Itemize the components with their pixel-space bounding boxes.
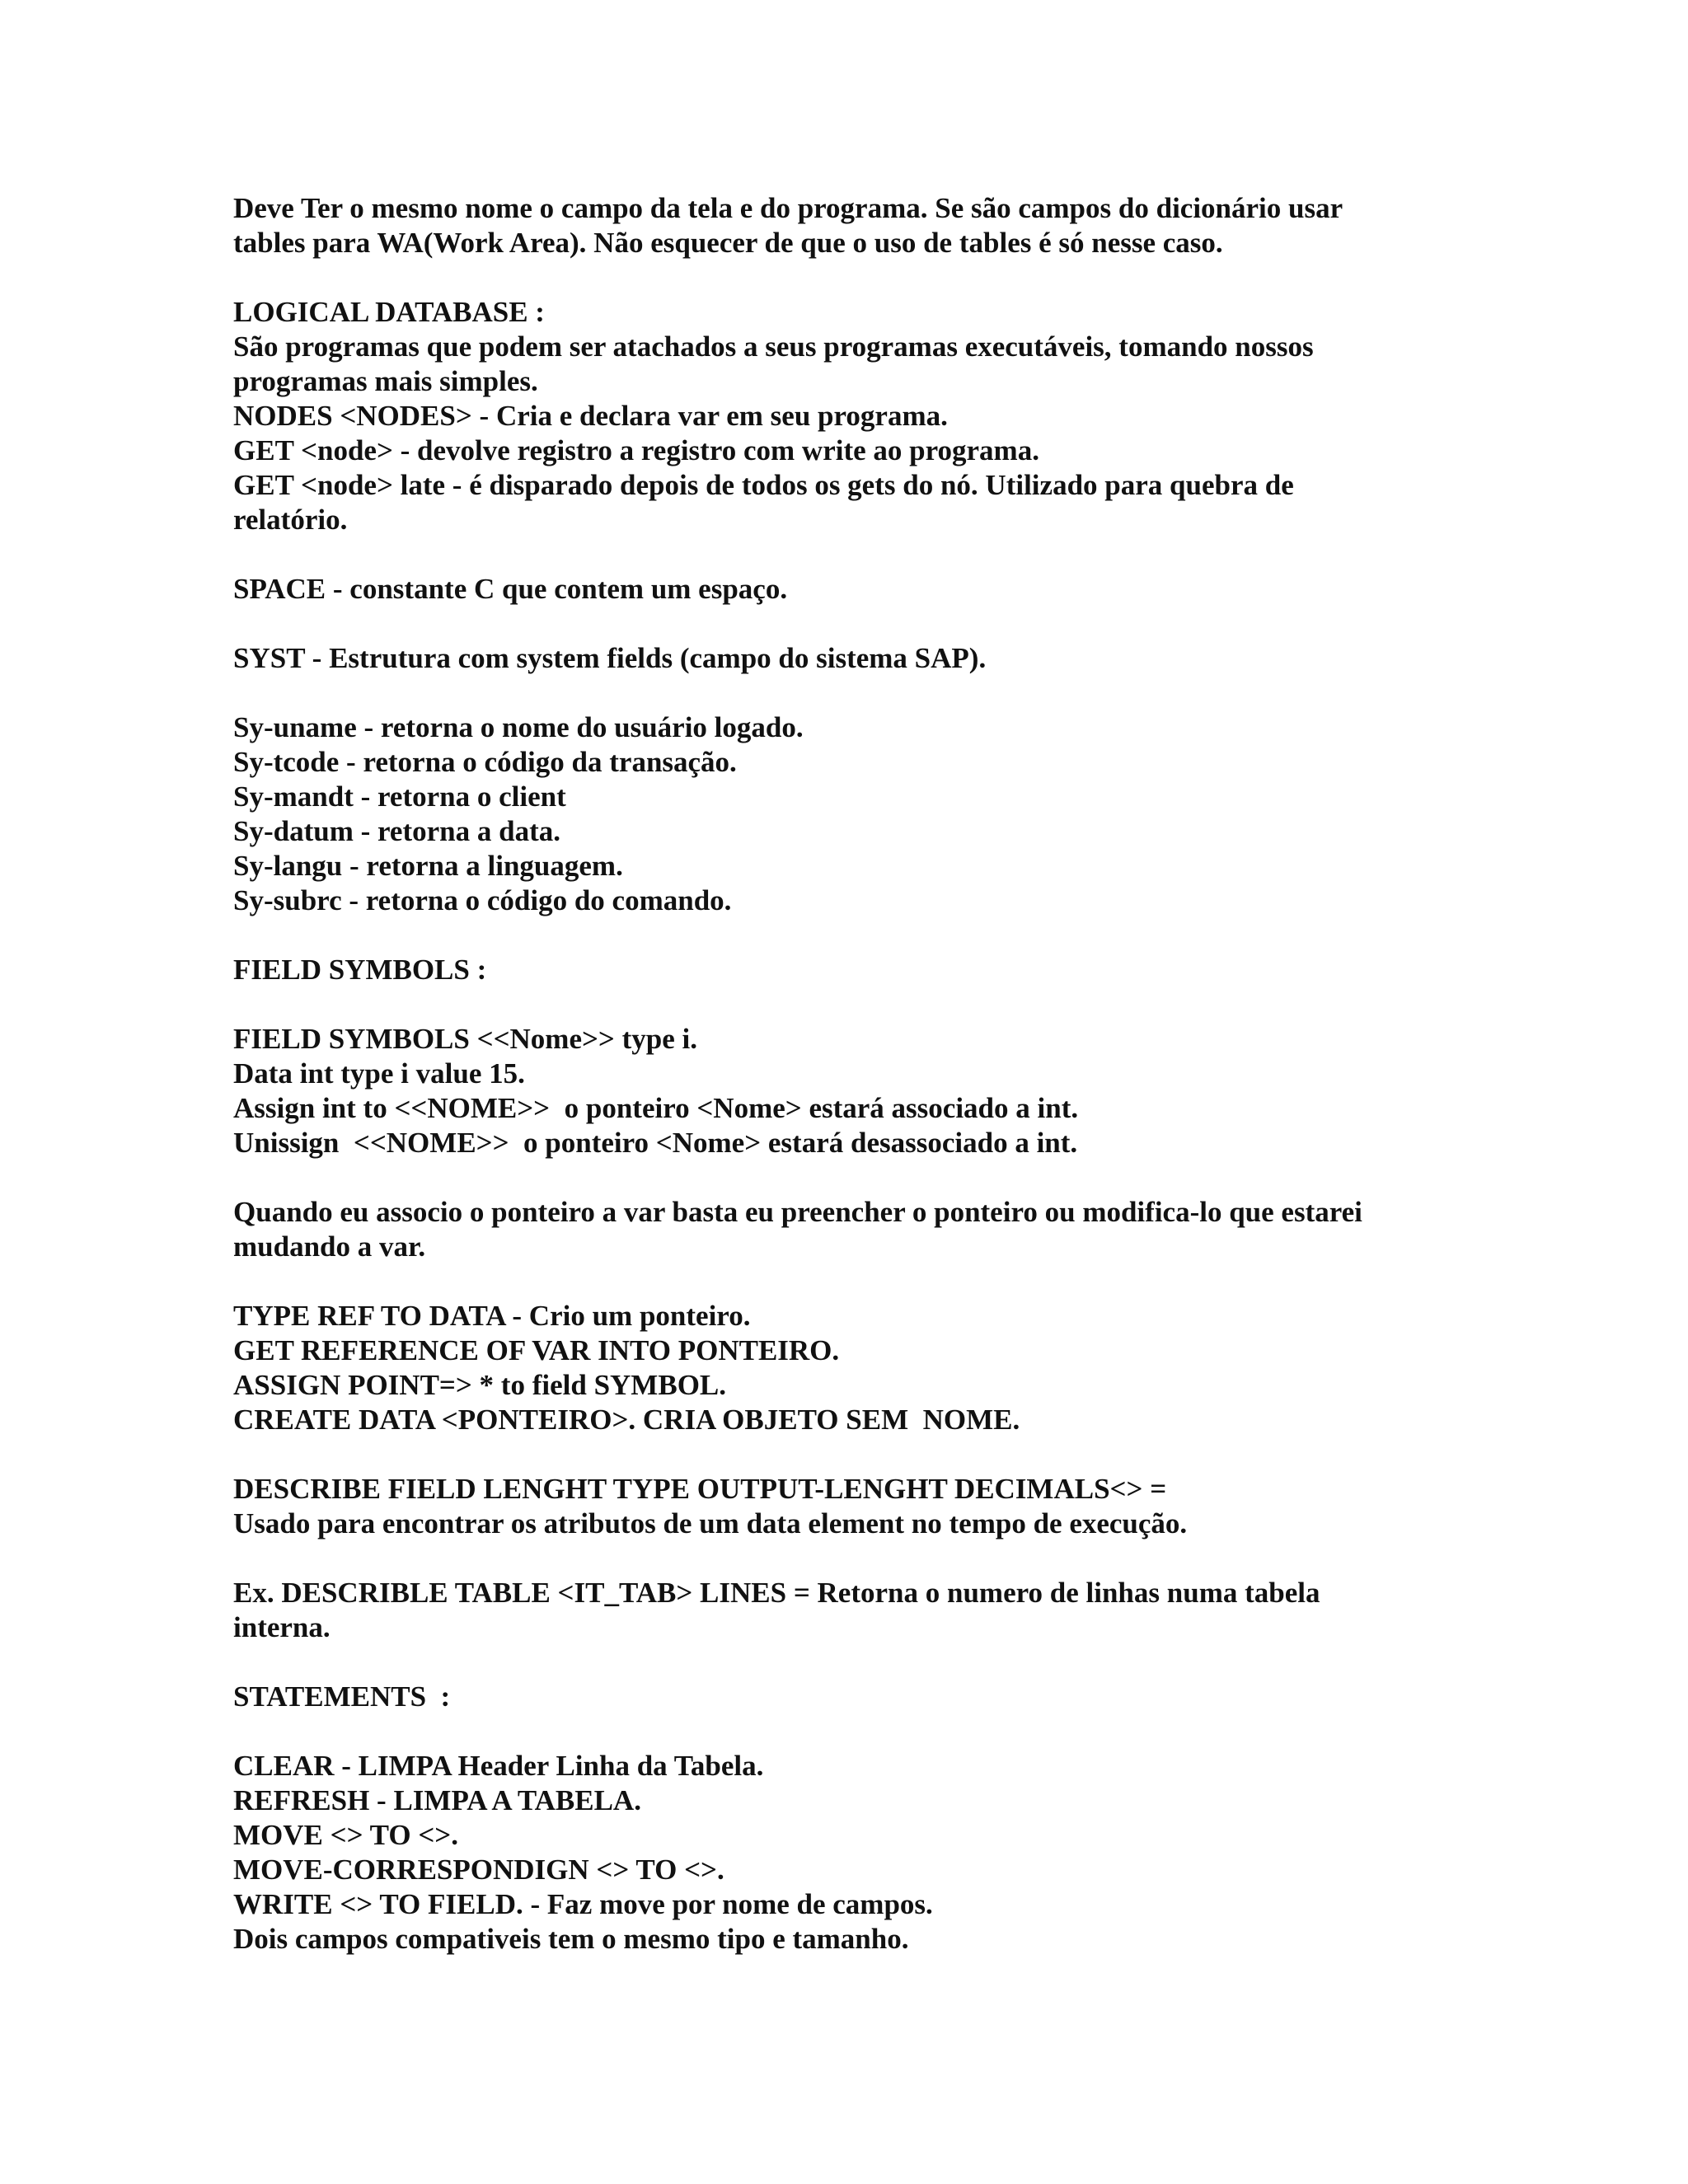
document-body	[233, 191, 1503, 1957]
text-line: CLEAR - LIMPA Header Linha da Tabela.	[233, 1750, 764, 1782]
text-line: MOVE <> TO <>.	[233, 1819, 458, 1851]
text-line: DESCRIBE FIELD LENGHT TYPE OUTPUT-LENGHT DECIMALS<> =	[233, 1473, 1167, 1505]
text-line: GET <node> late - é disparado depois de todos os gets do nó. Utilizado para quebra de	[233, 469, 1294, 501]
text-line: Assign int to <<NOME>> o ponteiro <Nome> estará associado a int.	[233, 1092, 1079, 1124]
text-line: interna.	[233, 1611, 331, 1643]
text-line: ASSIGN POINT=> * to field SYMBOL.	[233, 1369, 727, 1401]
text-line: LOGICAL DATABASE :	[233, 296, 545, 328]
text-line: GET REFERENCE OF VAR INTO PONTEIRO.	[233, 1334, 840, 1366]
blank-line	[233, 987, 1503, 1022]
text-line: Usado para encontrar os atributos de um data element no tempo de execução.	[233, 1507, 1188, 1540]
text-line: Sy-subrc - retorna o código do comando.	[233, 884, 732, 916]
text-line: NODES <NODES> - Cria e declara var em seu programa.	[233, 400, 948, 432]
text-line: Sy-langu - retorna a linguagem.	[233, 850, 623, 882]
blank-line	[233, 537, 1503, 572]
text-line: Sy-uname - retorna o nome do usuário logado.	[233, 711, 804, 743]
text-line: SPACE - constante C que contem um espaço.	[233, 573, 788, 605]
text-line: tables para WA(Work Area). Não esquecer de que o uso de tables é só nesse caso.	[233, 227, 1223, 259]
text-line: GET <node> - devolve registro a registro com write ao programa.	[233, 434, 1039, 466]
text-line: TYPE REF TO DATA - Crio um ponteiro.	[233, 1300, 751, 1332]
blank-line	[233, 1645, 1503, 1680]
text-line: STATEMENTS :	[233, 1680, 451, 1713]
text-line: Ex. DESCRIBLE TABLE <IT_TAB> LINES = Retorna o numero de linhas numa tabela	[233, 1577, 1320, 1609]
text-line: Dois campos compativeis tem o mesmo tipo e tamanho.	[233, 1923, 909, 1955]
blank-line	[233, 676, 1503, 710]
text-line: Deve Ter o mesmo nome o campo da tela e do programa. Se são campos do dicionário usar	[233, 192, 1343, 224]
text-line: Unissign <<NOME>> o ponteiro <Nome> estará desassociado a int.	[233, 1127, 1078, 1159]
text-line: FIELD SYMBOLS <<Nome>> type i.	[233, 1023, 697, 1055]
blank-line	[233, 607, 1503, 641]
text-line: Sy-datum - retorna a data.	[233, 815, 560, 847]
text-line: SYST - Estrutura com system fields (campo do sistema SAP).	[233, 642, 987, 674]
text-line: Quando eu associo o ponteiro a var basta eu preencher o ponteiro ou modifica-lo que estarei	[233, 1196, 1362, 1228]
text-line: FIELD SYMBOLS :	[233, 954, 487, 986]
text-line: programas mais simples.	[233, 365, 538, 397]
text-line: Data int type i value 15.	[233, 1057, 525, 1090]
text-line: CREATE DATA <PONTEIRO>. CRIA OBJETO SEM NOME.	[233, 1404, 1020, 1436]
text-line: mudando a var.	[233, 1230, 426, 1263]
text-line: REFRESH - LIMPA A TABELA.	[233, 1784, 641, 1816]
blank-line	[233, 918, 1503, 953]
blank-line	[233, 1264, 1503, 1299]
blank-line	[233, 260, 1503, 295]
blank-line	[233, 1541, 1503, 1576]
blank-line	[233, 1437, 1503, 1472]
text-line: relatório.	[233, 504, 348, 536]
text-line: WRITE <> TO FIELD. - Faz move por nome de campos.	[233, 1888, 933, 1920]
blank-line	[233, 1714, 1503, 1749]
blank-line	[233, 1160, 1503, 1195]
text-line: Sy-mandt - retorna o client	[233, 780, 566, 813]
text-line: Sy-tcode - retorna o código da transação.	[233, 746, 737, 778]
text-line: São programas que podem ser atachados a seus programas executáveis, tomando nossos	[233, 330, 1314, 363]
text-line: MOVE-CORRESPONDIGN <> TO <>.	[233, 1854, 724, 1886]
